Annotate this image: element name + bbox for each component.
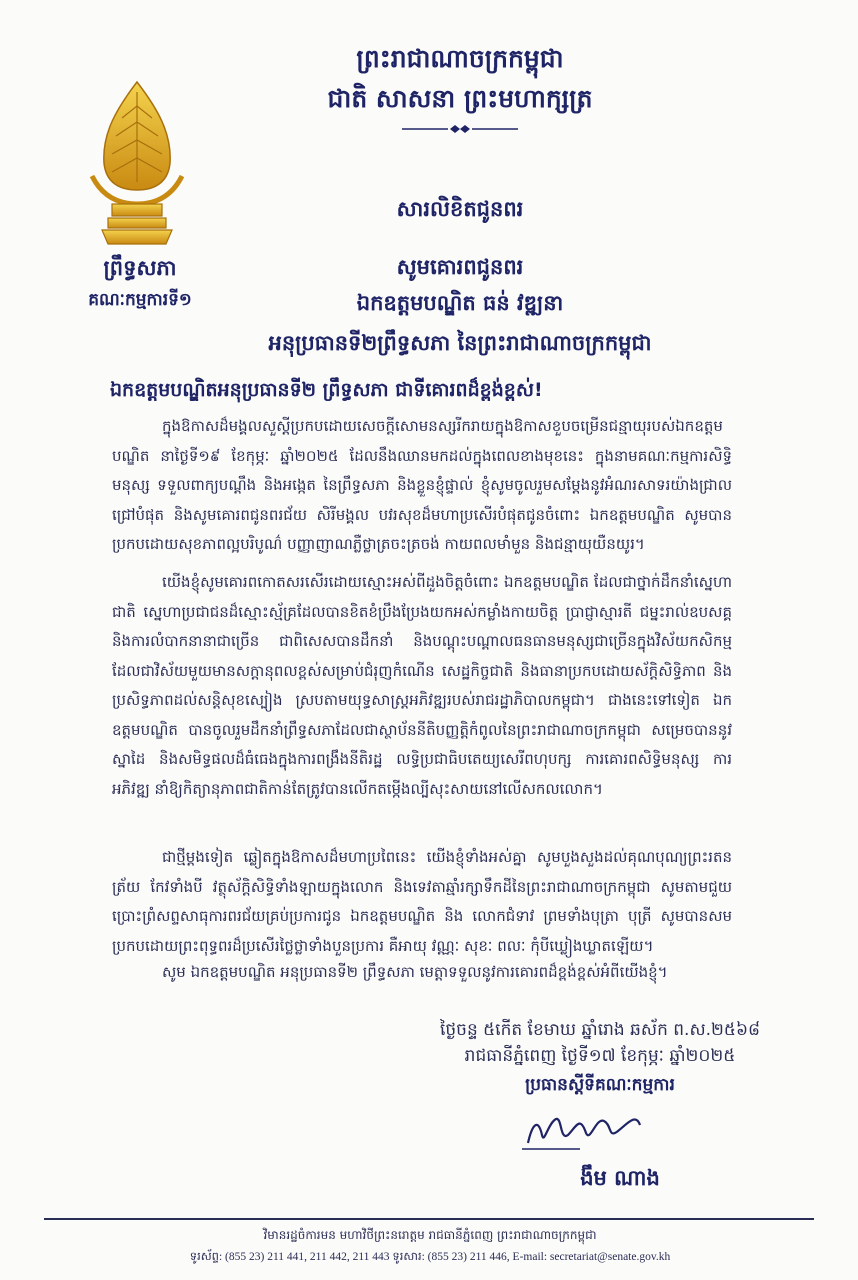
national-motto: ជាតិ សាសនា ព្រះមហាក្សត្រ [327,84,593,113]
body-paragraph-4: សូម ឯកឧត្តមបណ្ឌិត អនុប្រធានទី២ ព្រឹទ្ធសភា មេត្តាទទួលនូវការគោរពដ៏ខ្ពង់ខ្ពស់អំពីយើងខ្ញុំ។ [162,963,668,981]
recipient-name: ឯកឧត្តមបណ្ឌិត ធន់ វឌ្ឍនា [356,291,564,315]
recipient-position: អនុប្រធានទី២ព្រឹទ្ធសភា នៃព្រះរាជាណាចក្រកម្ពុជា [268,331,652,355]
footer-contact: ទូរស័ព្ទ: (855 23) 211 441, 211 442, 211 443 ទូរសារ: (855 23) 211 446, E-mail: secretariat@senate.gov.kh [189,1251,671,1263]
committee-name: គណៈកម្មការទី១ [88,290,192,310]
document-type: សារលិខិតជូនពរ [396,197,524,221]
senate-emblem-icon [82,78,192,248]
kingdom-header: ព្រះរាជាណាចក្រកម្ពុជា [356,44,564,73]
signature-icon [520,1105,670,1155]
body-paragraph-3: ជាថ្មីម្តងទៀត ឆ្លៀតក្នុងឱកាសដ៏មហាប្រពៃនេះ យើងខ្ញុំទាំងអស់គ្នា សូមបួងសួងដល់គុណបុណ្យព្រះរតនត្រ័យ កែវទាំងបី វត្ថុស័ក្តិសិទ្ធិទាំងឡាយក្នុងលោក និងទេវតាឆ្មាំរក្សាទឹកដីនៃព្រះរាជាណាចក្រកម្ពុជា សូមតាមជួយប្រោះព្រំសព្ទសាធុការពរជ័យគ្រប់ប្រការជូន ឯកឧត្តមបណ្ឌិត និង លោកជំទាវ ព្រមទាំងបុត្រា បុត្រី សូមបានសមប្រកបដោយព្រះពុទ្ធពរដ៏ប្រសើរថ្លៃថ្លាទាំងបួនប្រការ គឺអាយុ វណ្ណៈ សុខៈ ពលៈ កុំបីឃ្លៀងឃ្លាតឡើយ។ [112,848,732,955]
greeting-heading: សូមគោរពជូនពរ [396,255,524,279]
signer-name: ងឹម ណាង [580,1166,660,1190]
footer-divider [44,1218,814,1220]
signer-title: ប្រធានស្តីទីគណៈកម្មការ [525,1075,675,1095]
date-place: រាជធានីភ្នំពេញ ថ្ងៃទី១៧ ខែកុម្ភៈ ឆ្នាំ២០២៥ [464,1046,736,1066]
footer-address: វិមានរដ្ឋចំការមន មហាវិថីព្រះនរោត្តម រាជធានីភ្នំពេញ ព្រះរាជាណាចក្រកម្ពុជា [263,1228,597,1242]
ornament-divider-icon [400,124,520,134]
lunar-date: ថ្ងៃចន្ទ ៥កេីត ខែមាឃ ឆ្នាំរោង ឆស័ក ព.ស.២៥៦៨ [439,1020,761,1040]
institution-name: ព្រឹទ្ធសភា [103,256,177,280]
body-paragraph-1: ក្នុងឱកាសដ៏មង្គលសួស្តីប្រកបដោយសេចក្តីសោមនស្សរីករាយក្នុងឱកាសខួបចម្រើនជន្មាយុរបស់ឯកឧត្តមបណ្ឌិត នាថ្ងៃទី១៩ ខែកុម្ភៈ ឆ្នាំ២០២៥ ដែលនឹងឈានមកដល់ក្នុងពេលខាងមុខនេះ ក្នុងនាមគណៈកម្មការសិទ្ធិមនុស្ស ទទួលពាក្យបណ្តឹង និងអង្កេត នៃព្រឹទ្ធសភា និងខ្លួនខ្ញុំផ្ទាល់ ខ្ញុំសូមចូលរួមសម្តែងនូវអំណរសាទរយ៉ាងជ្រាលជ្រៅបំផុត និងសូមគោរពជូនពរជ័យ សិរីមង្គល បវរសុខដ៏មហាប្រសើរបំផុតជូនចំពោះ ឯកឧត្តមបណ្ឌិត សូមបានប្រកបដោយសុខភាពល្អបរិបូណ៌ បញ្ញាញាណភ្លឺថ្លាត្រចះត្រចង់ កាយពលមាំមួន និងជន្មាយុយឺនយូរ។ [112,417,732,553]
salutation: ឯកឧត្តមបណ្ឌិតអនុប្រធានទី២ ព្រឹទ្ធសភា ជាទីគោរពដ៏ខ្ពង់ខ្ពស់! [110,379,543,401]
body-paragraph-2: យើងខ្ញុំសូមគោរពកោតសរសើរដោយស្មោះអស់ពីដួងចិត្តចំពោះ ឯកឧត្តមបណ្ឌិត ដែលជាថ្នាក់ដឹកនាំស្នេហាជាតិ ស្នេហាប្រជាជនដ៏ស្មោះស្ម័គ្រដែលបានខិតខំប្រឹងប្រែងយកអស់កម្លាំងកាយចិត្ត ប្រាជ្ញាស្មារតី ជម្នះរាល់ឧបសគ្គ និងការលំបាកនានាជាច្រើន ជាពិសេសបានដឹកនាំ និងបណ្តុះបណ្តាលធនធានមនុស្សជាច្រើនក្នុងវិស័យកសិកម្ម ដែលជាវិស័យមួយមានសក្តានុពលខ្ពស់សម្រាប់ជំរុញកំណើន សេដ្ឋកិច្ចជាតិ និងធានាប្រកបដោយស័ក្តិសិទ្ធិភាព និងប្រសិទ្ធភាពដល់សន្តិសុខស្បៀង ស្របតាមយុទ្ធសាស្ត្រអភិវឌ្ឍរបស់រាជរដ្ឋាភិបាលកម្ពុជា។ ជាងនេះទៅទៀត ឯកឧត្តមបណ្ឌិត បានចូលរួមដឹកនាំព្រឹទ្ធសភាដែលជាស្ថាប័ននីតិបញ្ញត្តិកំពូលនៃព្រះរាជាណាចក្រកម្ពុជា សម្រេចបាននូវស្នាដៃ និងសមិទ្ធផលដ៏ធំធេងក្នុងការពង្រឹងនីតិរដ្ឋ លទ្ធិប្រជាធិបតេយ្យសេរីពហុបក្ស ការគោរពសិទ្ធិមនុស្ស ការអភិវឌ្ឍ នាំឱ្យកិត្យានុភាពជាតិកាន់តែត្រូវបានលើកតម្កើងល្បីសុះសាយនៅលើសកលលោក។ [112,573,732,798]
